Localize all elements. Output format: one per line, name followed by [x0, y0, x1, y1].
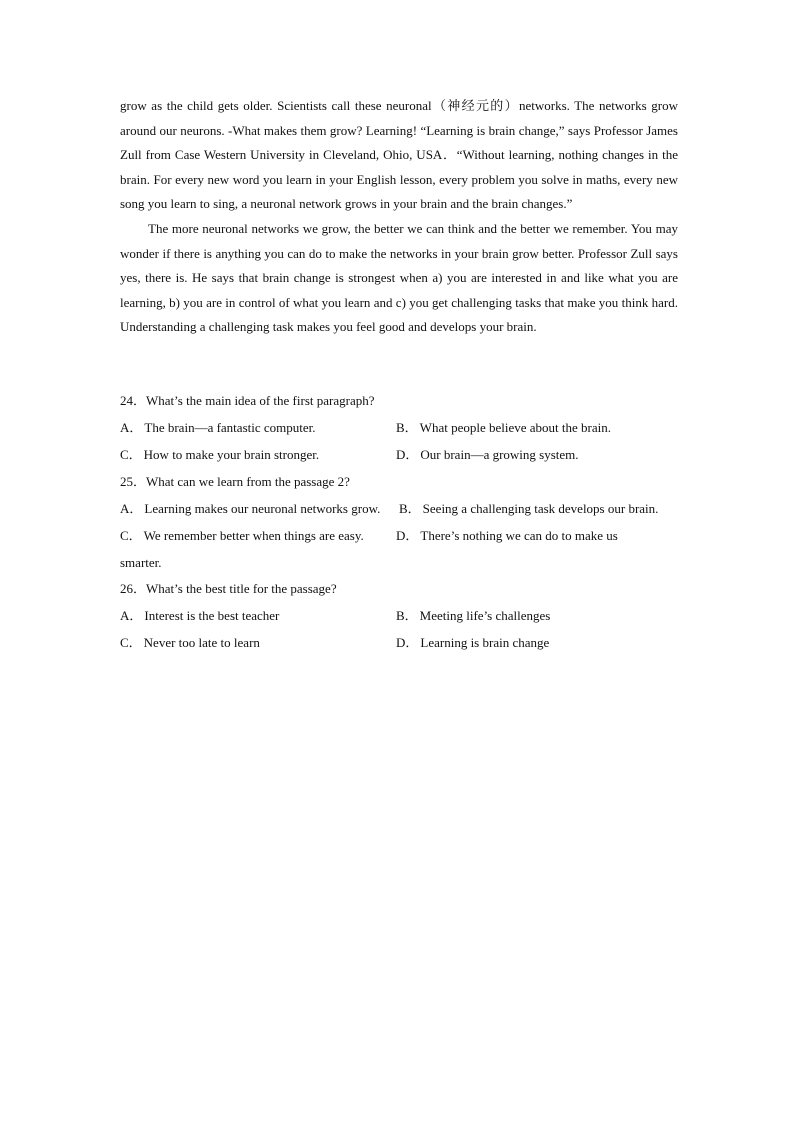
- option-d[interactable]: [396, 632, 549, 654]
- option-letter: A．: [120, 608, 143, 623]
- passage-paragraph-1: grow as the child gets older. Scientists call these neuronal（神经元的）networks. The networks grow around our neurons. -What makes them grow? Learning! “Learning is brain change,” says Professor James Zull from Case Western University in Cleveland, Ohio, USA．“Without learning, nothing changes in the brain. For every new word you learn in your English lesson, every problem you solve in maths, every new song you learn to sing, a neuronal network grows in your brain and the brain changes.”: [120, 98, 678, 212]
- option-text: We remember better when things are easy.: [143, 528, 364, 543]
- option-letter: B．: [396, 608, 418, 623]
- option-row: [120, 417, 680, 444]
- option-text: Meeting life’s challenges: [419, 608, 551, 623]
- question-stem: 26．What’s the best title for the passage?: [120, 581, 337, 596]
- option-text: Our brain—a growing system.: [420, 447, 579, 462]
- option-d-continuation: smarter.: [120, 555, 162, 570]
- question-24: [120, 390, 680, 471]
- reading-passage: [120, 94, 678, 340]
- option-letter: A．: [120, 501, 143, 516]
- option-letter: D．: [396, 447, 419, 462]
- option-b[interactable]: [399, 498, 658, 520]
- option-b[interactable]: [396, 417, 611, 439]
- option-a[interactable]: [120, 605, 279, 627]
- option-a[interactable]: [120, 417, 316, 439]
- option-letter: B．: [399, 501, 421, 516]
- option-letter: A．: [120, 420, 143, 435]
- option-text: Interest is the best teacher: [144, 608, 280, 623]
- option-d[interactable]: [396, 525, 618, 547]
- option-text: The brain—a fantastic computer.: [144, 420, 316, 435]
- question-25: [120, 471, 680, 578]
- option-letter: D．: [396, 635, 419, 650]
- option-c[interactable]: [120, 525, 364, 547]
- passage-paragraph-2: The more neuronal networks we grow, the better we can think and the better we remember. You may wonder if there is anything you can do to make the networks in your brain grow better. Professor Zull says yes, there is. He says that brain change is strongest when a) you are interested in and like what you are learning, b) you are in control of what you learn and c) you get challenging tasks that make you think hard. Understanding a challenging task makes you feel good and develops your brain.: [120, 220, 678, 335]
- option-text: Seeing a challenging task develops our brain.: [422, 501, 659, 516]
- option-row: [120, 525, 680, 552]
- option-letter: C．: [120, 528, 142, 543]
- option-d[interactable]: [396, 444, 579, 466]
- option-text: Never too late to learn: [143, 635, 260, 650]
- question-26: [120, 578, 680, 659]
- option-row: [120, 605, 680, 632]
- option-letter: C．: [120, 447, 142, 462]
- option-c[interactable]: [120, 444, 319, 466]
- option-c[interactable]: [120, 632, 260, 654]
- option-text: Learning is brain change: [420, 635, 550, 650]
- option-row: [120, 444, 680, 471]
- question-list: [120, 390, 680, 659]
- option-letter: D．: [396, 528, 419, 543]
- option-text: Learning makes our neuronal networks grow.: [144, 501, 381, 516]
- option-a[interactable]: [120, 498, 380, 520]
- option-letter: C．: [120, 635, 142, 650]
- option-row: [120, 498, 680, 525]
- question-stem: 24．What’s the main idea of the first paragraph?: [120, 393, 375, 408]
- option-text: What people believe about the brain.: [419, 420, 611, 435]
- option-text: How to make your brain stronger.: [143, 447, 320, 462]
- option-text: There’s nothing we can do to make us: [420, 528, 618, 543]
- option-row: [120, 632, 680, 659]
- option-b[interactable]: [396, 605, 550, 627]
- option-letter: B．: [396, 420, 418, 435]
- question-stem: 25．What can we learn from the passage 2?: [120, 474, 350, 489]
